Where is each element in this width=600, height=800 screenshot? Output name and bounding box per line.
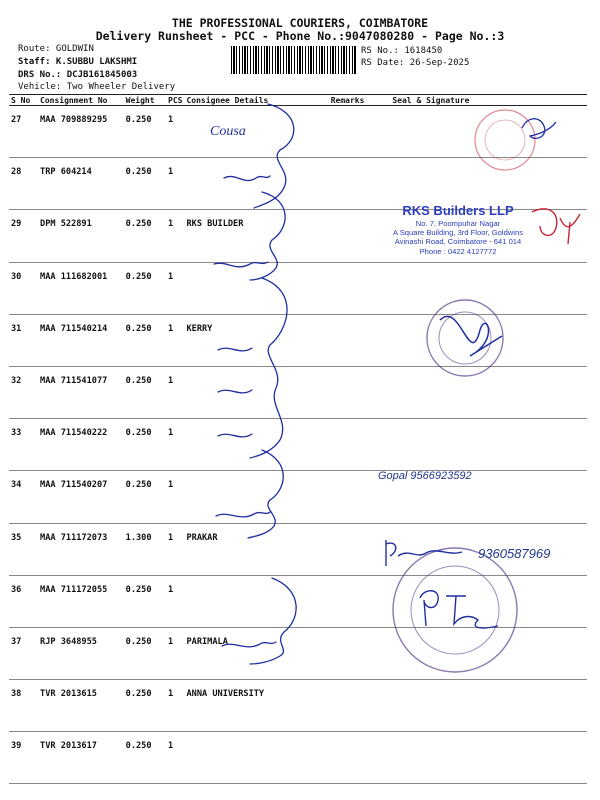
row-weight: 0.250 <box>124 106 166 158</box>
row-weight: 0.250 <box>124 627 166 679</box>
table-header <box>9 95 587 106</box>
table-row <box>9 471 587 523</box>
row-consignee: PARIMALA <box>184 627 328 679</box>
row-consignment: MAA 711540214 <box>38 314 124 366</box>
row-weight: 0.250 <box>124 210 166 262</box>
row-consignment: TVR 2013617 <box>38 732 124 784</box>
handwritten-consignee: Cousa <box>210 124 246 139</box>
row-signature <box>368 680 587 732</box>
row-consignee <box>184 575 328 627</box>
handwritten-remark-phone: Gopal 9566923592 <box>378 470 472 482</box>
col-weight: Weight <box>124 95 166 106</box>
rks-builders-stamp <box>369 203 547 256</box>
col-signature: Seal & Signature <box>368 95 587 106</box>
row-signature <box>368 575 587 627</box>
row-remarks <box>329 366 369 418</box>
col-consignee: Consignee Details <box>184 95 328 106</box>
col-consignment: Consignment No <box>38 95 124 106</box>
table-row <box>9 314 587 366</box>
row-consignment: MAA 709889295 <box>38 106 124 158</box>
drs-label: DRS No.: DCJB161845003 <box>18 70 138 80</box>
row-consignee: PRAKAR <box>184 523 328 575</box>
row-pcs: 1 <box>166 314 184 366</box>
row-remarks <box>329 106 369 158</box>
row-sno: 35 <box>9 523 38 575</box>
row-consignee: ANNA UNIVERSITY <box>184 680 328 732</box>
rks-stamp-name: RKS Builders LLP <box>402 203 514 218</box>
row-consignee <box>184 366 328 418</box>
table-row <box>9 680 587 732</box>
row-weight: 0.250 <box>124 366 166 418</box>
row-weight: 0.250 <box>124 732 166 784</box>
row-sno: 33 <box>9 419 38 471</box>
row-sno: 27 <box>9 106 38 158</box>
col-sno: S No <box>9 95 38 106</box>
row-pcs: 1 <box>166 575 184 627</box>
rks-stamp-line2: A Square Building, 3rd Floor, Goldwins <box>392 228 523 238</box>
row-pcs: 1 <box>166 680 184 732</box>
row-weight: 0.250 <box>124 680 166 732</box>
row-consignee: KERRY <box>184 314 328 366</box>
row-weight: 0.250 <box>124 314 166 366</box>
row-weight: 0.250 <box>124 262 166 314</box>
row-consignee: RKS BUILDER <box>184 210 328 262</box>
row-consignee <box>184 471 328 523</box>
row-pcs: 1 <box>166 627 184 679</box>
row-signature <box>368 314 587 366</box>
table-row <box>9 366 587 418</box>
row-remarks <box>329 210 369 262</box>
row-sno: 28 <box>9 158 38 210</box>
table-row <box>9 262 587 314</box>
row-remarks <box>329 732 369 784</box>
rks-stamp-line1: No. 7, Poompuhar Nagar <box>415 218 501 228</box>
row-consignee <box>184 158 328 210</box>
row-sno: 32 <box>9 366 38 418</box>
row-pcs: 1 <box>166 158 184 210</box>
company-title: THE PROFESSIONAL COURIERS, COIMBATORE <box>171 16 429 30</box>
rs-number: RS No.: 1618450 <box>361 46 443 56</box>
row-remarks <box>329 158 369 210</box>
row-signature <box>368 366 587 418</box>
row-weight: 0.250 <box>124 471 166 523</box>
route-label: Route: GOLDWIN <box>18 44 94 54</box>
row-weight: 1.300 <box>124 523 166 575</box>
barcode <box>231 46 356 74</box>
staff-label: Staff: K.SUBBU LAKSHMI <box>18 57 138 67</box>
row-sno: 29 <box>9 210 38 262</box>
row-remarks <box>329 314 369 366</box>
table-row <box>9 732 587 784</box>
row-signature <box>368 419 587 471</box>
row-signature <box>368 262 587 314</box>
table-row <box>9 106 587 158</box>
row-pcs: 1 <box>166 262 184 314</box>
row-pcs: 1 <box>166 471 184 523</box>
row-remarks <box>329 680 369 732</box>
rks-stamp-phone: Phone : 0422 4127772 <box>419 246 497 256</box>
table-row <box>9 627 587 679</box>
row-remarks <box>329 262 369 314</box>
row-consignment: MAA 711540222 <box>38 419 124 471</box>
row-sno: 34 <box>9 471 38 523</box>
row-pcs: 1 <box>166 419 184 471</box>
runsheet-subtitle: Delivery Runsheet - PCC - Phone No.:9047080280 - Page No.:3 <box>95 29 505 43</box>
row-weight: 0.250 <box>124 419 166 471</box>
col-remarks: Remarks <box>329 95 369 106</box>
row-consignment: MAA 711541077 <box>38 366 124 418</box>
col-pcs: PCS <box>168 95 183 105</box>
row-pcs: 1 <box>166 366 184 418</box>
row-signature <box>368 732 587 784</box>
rks-stamp-line3: Avinashi Road, Coimbatore - 641 014 <box>394 237 522 247</box>
row-sno: 31 <box>9 314 38 366</box>
row-remarks <box>329 627 369 679</box>
row-sno: 36 <box>9 575 38 627</box>
row-pcs: 1 <box>166 523 184 575</box>
row-pcs: 1 <box>166 106 184 158</box>
row-consignment: MAA 711172073 <box>38 523 124 575</box>
row-sno: 37 <box>9 627 38 679</box>
row-consignment: MAA 711540207 <box>38 471 124 523</box>
row-consignment: TVR 2013615 <box>38 680 124 732</box>
row-remarks <box>329 523 369 575</box>
row-weight: 0.250 <box>124 158 166 210</box>
row-consignment: DPM 522891 <box>38 210 124 262</box>
row-consignment: RJP 3648955 <box>38 627 124 679</box>
row-sno: 38 <box>9 680 38 732</box>
row-signature <box>368 627 587 679</box>
row-signature <box>368 106 587 158</box>
row-consignment: MAA 711172055 <box>38 575 124 627</box>
row-sno: 30 <box>9 262 38 314</box>
table-row <box>9 419 587 471</box>
row-consignee <box>184 106 328 158</box>
row-remarks <box>329 419 369 471</box>
row-remarks <box>329 471 369 523</box>
handwritten-remark-phone-2: 9360587969 <box>478 546 551 561</box>
row-consignee <box>184 419 328 471</box>
row-consignment: TRP 604214 <box>38 158 124 210</box>
vehicle-label: Vehicle: Two Wheeler Delivery <box>18 82 176 92</box>
row-weight: 0.250 <box>124 575 166 627</box>
row-consignee <box>184 732 328 784</box>
runsheet-table <box>9 94 587 784</box>
rs-date: RS Date: 26-Sep-2025 <box>361 58 470 68</box>
row-pcs: 1 <box>166 732 184 784</box>
row-pcs: 1 <box>166 210 184 262</box>
row-consignee <box>184 262 328 314</box>
table-row <box>9 575 587 627</box>
row-consignment: MAA 111682001 <box>38 262 124 314</box>
row-sno: 39 <box>9 732 38 784</box>
row-remarks <box>329 575 369 627</box>
